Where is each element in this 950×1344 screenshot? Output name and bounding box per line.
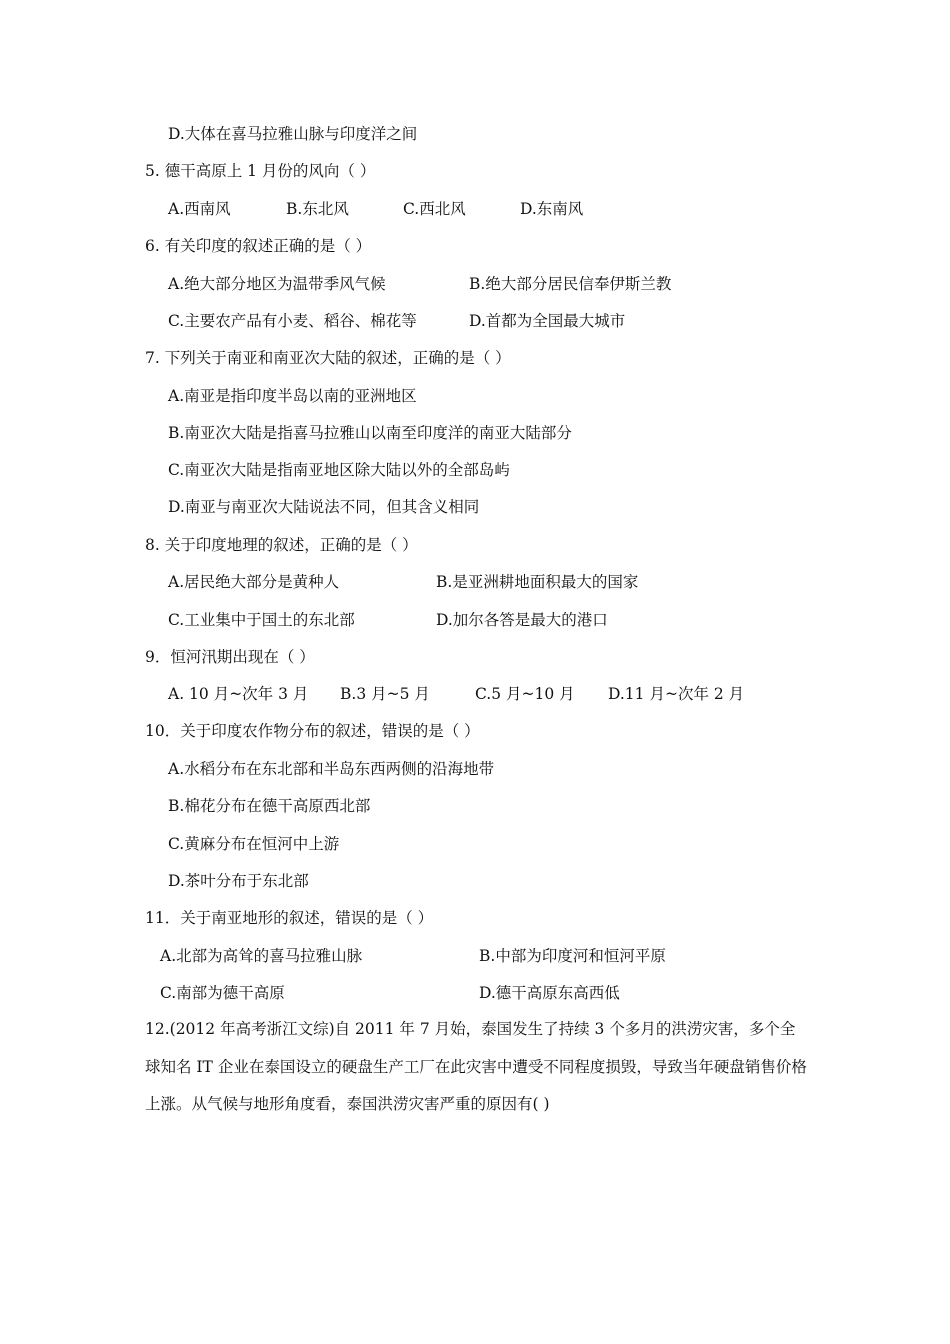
q9-option-b: B.3 月~5 月	[340, 685, 430, 703]
q7-option-a: A.南亚是指印度半岛以南的亚洲地区	[168, 387, 417, 405]
q5-stem: 5. 德干高原上 1 月份的风向（ ）	[145, 162, 376, 180]
q11-option-b: B.中部为印度河和恒河平原	[479, 947, 666, 965]
q5-option-b: B.东北风	[286, 200, 349, 218]
q6-option-b: B.绝大部分居民信奉伊斯兰教	[469, 275, 672, 293]
q5-option-d: D.东南风	[520, 200, 584, 218]
q11-stem: 11．关于南亚地形的叙述，错误的是（ ）	[145, 909, 434, 927]
q8-option-d: D.加尔各答是最大的港口	[436, 611, 608, 629]
q7-stem: 7. 下列关于南亚和南亚次大陆的叙述，正确的是（ ）	[145, 349, 511, 367]
q9-option-d: D.11 月~次年 2 月	[608, 685, 745, 703]
q5-option-a: A.西南风	[168, 200, 231, 218]
q8-option-a: A.居民绝大部分是黄种人	[168, 573, 340, 591]
q9-stem: 9．恒河汛期出现在（ ）	[145, 648, 315, 666]
q10-option-d: D.茶叶分布于东北部	[168, 872, 309, 890]
q10-option-b: B.棉花分布在德干高原西北部	[168, 797, 371, 815]
q5-option-c: C.西北风	[403, 200, 466, 218]
q9-option-c: C.5 月~10 月	[475, 685, 575, 703]
q10-option-c: C.黄麻分布在恒河中上游	[168, 835, 340, 853]
q11-option-d: D.德干高原东高西低	[479, 984, 620, 1002]
q10-option-a: A.水稻分布在东北部和半岛东西两侧的沿海地带	[168, 760, 495, 778]
q10-stem: 10．关于印度农作物分布的叙述，错误的是（ ）	[145, 722, 480, 740]
q8-option-b: B.是亚洲耕地面积最大的国家	[436, 573, 639, 591]
q7-option-d: D.南亚与南亚次大陆说法不同，但其含义相同	[168, 498, 480, 516]
q6-option-a: A.绝大部分地区为温带季风气候	[168, 275, 386, 293]
q8-stem: 8. 关于印度地理的叙述，正确的是（ ）	[145, 536, 418, 554]
q11-option-c: C.南部为德干高原	[160, 984, 285, 1002]
q7-option-c: C.南亚次大陆是指南亚地区除大陆以外的全部岛屿	[168, 461, 510, 479]
q11-option-a: A.北部为高耸的喜马拉雅山脉	[160, 947, 363, 965]
q12-stem: 12.(2012 年高考浙江文综)自 2011 年 7 月始，泰国发生了持续 3 个多月的洪涝灾害，多个全球知名 IT 企业在泰国设立的硬盘生产工厂在此灾害中遭受不同程度损毁，导致当年硬盘销售价格上涨。从气候与地形角度看，泰国洪涝灾害严重的原因有( )	[145, 1020, 807, 1113]
q4-option-d: D.大体在喜马拉雅山脉与印度洋之间	[168, 125, 418, 143]
q6-option-c: C.主要农产品有小麦、稻谷、棉花等	[168, 312, 417, 330]
q7-option-b: B.南亚次大陆是指喜马拉雅山以南至印度洋的南亚大陆部分	[168, 424, 572, 442]
q6-option-d: D.首都为全国最大城市	[469, 312, 626, 330]
q9-option-a: A. 10 月~次年 3 月	[168, 685, 309, 703]
q6-stem: 6. 有关印度的叙述正确的是（ ）	[145, 237, 372, 255]
q8-option-c: C.工业集中于国土的东北部	[168, 611, 355, 629]
